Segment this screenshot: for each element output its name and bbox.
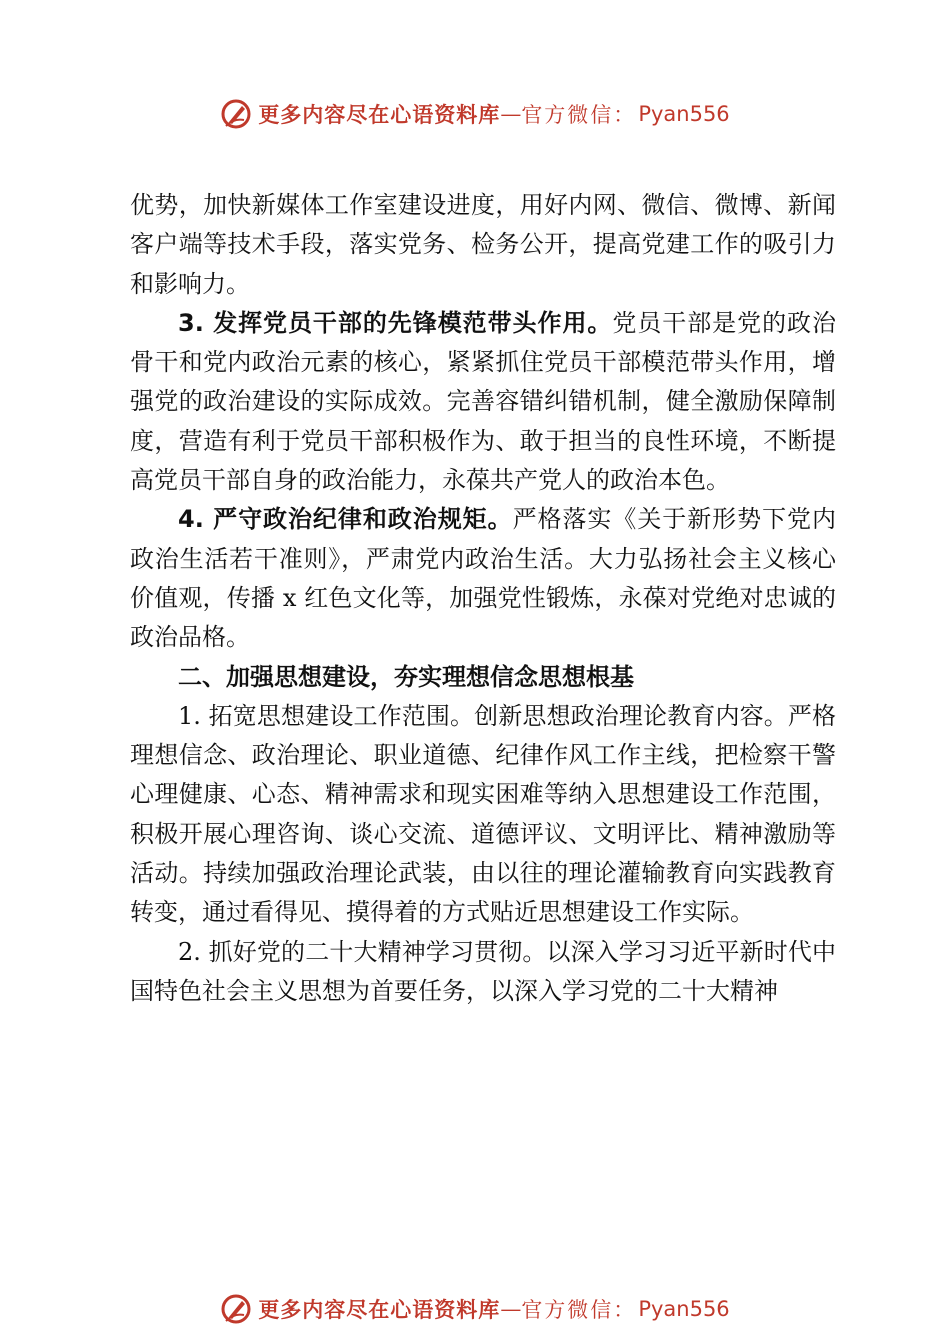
banner-wechat-id: Pyan556 — [638, 1297, 730, 1321]
paragraph — [130, 304, 836, 500]
paragraph-body: 严格落实《关于新形势下党内政治生活若干准则》，严肃党内政治生活。大力弘扬社会主义核心价值观，传播 x 红色文化等，加强党性锻炼，永葆对党绝对忠诚的政治品格。 — [130, 505, 836, 652]
banner-title: 更多内容尽在心语资料库 — [258, 102, 501, 127]
banner-wechat-label: 官方微信： — [521, 1298, 637, 1322]
paragraph: 1. 拓宽思想建设工作范围。创新思想政治理论教育内容。严格理想信念、政治理论、职业道德、纪律作风工作主线，把检察干警心理健康、心态、精神需求和现实困难等纳入思想建设工作范围，积极开展心理咨询、谈心交流、道德评议、文明评比、精神激励等活动。持续加强政治理论武装，由以往的理论灌输教育向实践教育转变，通过看得见、摸得着的方式贴近思想建设工作实际。 — [130, 701, 836, 927]
pen-circle-logo — [220, 98, 252, 130]
paragraph: 优势，加快新媒体工作室建设进度，用好内网、微信、微博、新闻客户端等技术手段，落实党务、检务公开，提高党建工作的吸引力和影响力。 — [130, 191, 836, 298]
banner-separator: — — [500, 102, 522, 126]
header-banner — [0, 94, 950, 134]
section-heading: 二、加强思想建设，夯实理想信念思想根基 — [178, 662, 634, 691]
paragraph-lead: 3. 发挥党员干部的先锋模范带头作用。 — [178, 308, 613, 337]
paragraph-lead: 4. 严守政治纪律和政治规矩。 — [178, 505, 513, 534]
paragraph: 2. 抓好党的二十大精神学习贯彻。以深入学习习近平新时代中国特色社会主义思想为首要任务，以深入学习党的二十大精神 — [130, 937, 836, 1005]
pen-circle-logo — [220, 1293, 252, 1325]
banner-title: 更多内容尽在心语资料库 — [258, 1297, 501, 1322]
document-body — [130, 186, 836, 1011]
banner-separator: — — [500, 1297, 522, 1321]
banner-wechat-id: Pyan556 — [638, 102, 730, 126]
banner-wechat-label: 官方微信： — [521, 103, 637, 127]
paragraph — [130, 500, 836, 657]
paragraph-body: 党员干部是党的政治骨干和党内政治元素的核心，紧紧抓住党员干部模范带头作用，增强党的政治建设的实际成效。完善容错纠错机制，健全激励保障制度，营造有利于党员干部积极作为、敢于担当的良性环境，不断提高党员干部自身的政治能力，永葆共产党人的政治本色。 — [130, 308, 836, 495]
footer-banner — [0, 1289, 950, 1329]
